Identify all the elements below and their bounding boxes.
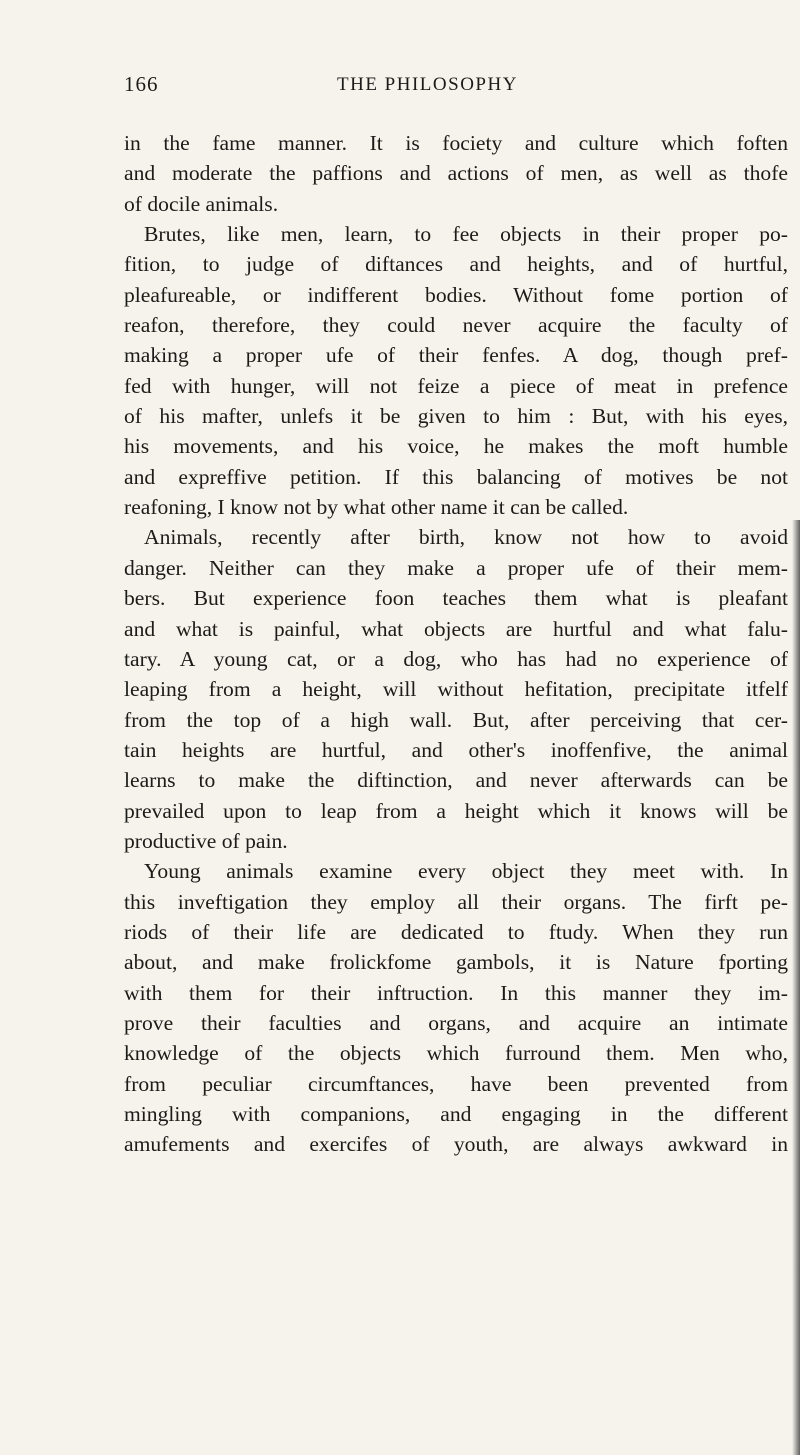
text-line: pleafureable, or indifferent bodies. Without fome portion of — [124, 282, 788, 307]
text-line: reafon, therefore, they could never acquire the faculty of — [124, 313, 788, 338]
text-line: making a proper ufe of their fenfes. A dog, though pref- — [124, 343, 788, 368]
text-line: reafoning, I know not by what other name it can be called. — [124, 495, 629, 520]
text-line: from peculiar circumftances, have been prevented from — [124, 1071, 788, 1096]
text-line: in the fame manner. It is fociety and culture which foften — [124, 131, 788, 155]
text-line: from the top of a high wall. But, after perceiving that cer- — [124, 707, 788, 732]
text-line: fition, to judge of diftances and heights, and of hurtful, — [124, 252, 788, 277]
text-line: prove their faculties and organs, and acquire an intimate — [124, 1010, 788, 1035]
text-line: bers. But experience foon teaches them what is pleafant — [124, 586, 788, 611]
text-line: learns to make the diftinction, and never afterwards can be — [124, 768, 788, 793]
text-line: and expreffive petition. If this balancing of motives be not — [124, 464, 788, 489]
page-header — [124, 72, 784, 112]
text-line: Animals, recently after birth, know not how to avoid — [144, 525, 788, 550]
text-line: of docile animals. — [124, 191, 279, 216]
text-line: this inveftigation they employ all their organs. The firft pe- — [124, 889, 788, 914]
text-line: Young animals examine every object they meet with. In — [144, 859, 788, 884]
text-line: amufements and exercifes of youth, are always awkward in — [124, 1132, 788, 1157]
text-line: and moderate the paffions and actions of men, as well as thofe — [124, 161, 788, 186]
text-line: danger. Neither can they make a proper ufe of their mem- — [124, 555, 788, 580]
text-line: Brutes, like men, learn, to fee objects in their proper po- — [144, 222, 788, 247]
page-edge-shadow — [792, 520, 800, 1455]
text-line: leaping from a height, will without hefitation, precipitate itfelf — [124, 677, 788, 702]
text-line: tain heights are hurtful, and other's inoffenfive, the animal — [124, 737, 788, 762]
text-line: tary. A young cat, or a dog, who has had no experience of — [124, 646, 788, 671]
text-line: prevailed upon to leap from a height which it knows will be — [124, 798, 788, 823]
text-line: his movements, and his voice, he makes the moft humble — [124, 434, 788, 459]
text-line: fed with hunger, will not feize a piece of meat in prefence — [124, 373, 788, 398]
running-head: THE PHILOSOPHY — [337, 74, 518, 95]
text-line: about, and make frolickfome gambols, it is Nature fporting — [124, 950, 788, 975]
text-line: knowledge of the objects which furround them. Men who, — [124, 1041, 788, 1066]
text-line: of his mafter, unlefs it be given to him : But, with his eyes, — [124, 404, 788, 429]
text-line: productive of pain. — [124, 828, 288, 853]
text-line: with them for their inftruction. In this manner they im- — [124, 980, 788, 1005]
text-line: mingling with companions, and engaging in the different — [124, 1102, 788, 1126]
page-number: 166 — [124, 72, 159, 96]
text-line: and what is painful, what objects are hurtful and what falu- — [124, 616, 788, 641]
body-text — [124, 128, 788, 1160]
text-line: riods of their life are dedicated to ftudy. When they run — [124, 919, 788, 944]
